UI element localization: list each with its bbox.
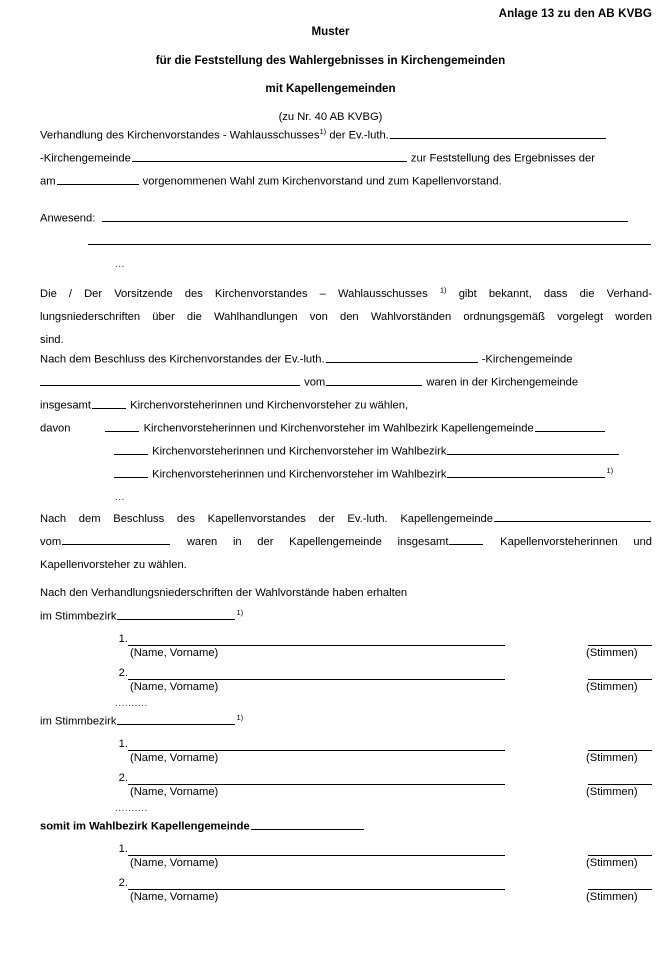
annex-reference: Anlage 13 zu den AB KVBG [498, 7, 652, 20]
fill-field-kapellen-total-count[interactable] [449, 534, 483, 545]
kv-davon-label: davon [40, 422, 71, 435]
fill-field-kv-davon-3[interactable] [114, 467, 148, 478]
fill-field-kv-davon-1[interactable] [105, 421, 139, 432]
title-subline-2: mit Kapellengemeinden [265, 82, 396, 96]
votes-caption: (Stimmen) [586, 647, 638, 659]
results-section-2 [40, 714, 652, 819]
intro-text-2a: -Kirchengemeinde [40, 152, 131, 165]
section-ellipsis-row [40, 805, 652, 819]
fill-field-kv-decision-date[interactable] [326, 375, 422, 386]
kv-decision-text-3b: Kirchenvorsteherinnen und Kirchenvorsteher zu wählen, [130, 399, 409, 412]
fill-field-kv-davon-2[interactable] [114, 444, 148, 455]
chair-statement-text-a: Die / Der Vorsitzende des Kirchenvorstandes – Wahlausschusses [40, 288, 428, 300]
title-subline-1: für die Feststellung des Wahlergebnisses in Kirchengemeinden [155, 53, 506, 67]
name-caption: (Name, Vorname) [130, 752, 219, 764]
results-section [40, 586, 652, 910]
kv-davon-row-3 [40, 467, 652, 490]
candidate-row [40, 666, 652, 700]
attendance-ellipsis-row [40, 257, 652, 272]
footnote-marker: 1) [606, 465, 614, 475]
kapellen-decision-line-2 [40, 531, 652, 554]
intro-line-2 [40, 151, 652, 174]
title-reference: (zu Nr. 40 AB KVBG) [278, 110, 383, 123]
name-caption: (Name, Vorname) [130, 857, 219, 869]
kv-davon-row-2 [40, 444, 652, 467]
chair-statement-paragraph [40, 283, 652, 352]
stimmbezirk-heading-2 [40, 714, 652, 737]
page-title: Muster [311, 25, 350, 38]
fill-field-kv-district-2[interactable] [447, 444, 619, 455]
chair-statement-line-2: lungsniederschriften über die Wahlhandlungen von den Wahlvorständen ordnungsgemäß vorgelegt worden [40, 311, 652, 323]
name-caption: (Name, Vorname) [130, 891, 219, 903]
fill-field-kv-district-3[interactable] [447, 467, 605, 478]
wahlbezirk-summary-heading [40, 819, 652, 842]
kv-decision-paragraph [40, 352, 652, 506]
intro-text-3b: vorgenommenen Wahl zum Kirchenvorstand und zum Kapellenvorstand. [142, 175, 502, 188]
intro-line-1 [40, 128, 652, 151]
stimmbezirk-heading-1 [40, 609, 652, 632]
intro-paragraph [40, 128, 652, 197]
kapellen-decision-line-1 [40, 508, 652, 531]
ellipsis-marker: ... [115, 492, 125, 503]
candidate-row [40, 771, 652, 805]
ellipsis-marker: ... [115, 259, 125, 270]
candidate-row [40, 632, 652, 666]
fill-field-kv-congregation[interactable] [40, 375, 300, 386]
fill-field-church-name[interactable] [390, 128, 606, 139]
fill-field-wahlbezirk-summary[interactable] [251, 819, 364, 830]
votes-caption: (Stimmen) [586, 786, 638, 798]
fill-field-kv-total-count[interactable] [92, 398, 126, 409]
kv-davon-text-3: Kirchenvorsteherinnen und Kirchenvorsteher im Wahlbezirk [152, 468, 447, 481]
intro-text-1b: der Ev.-luth. [329, 129, 389, 142]
candidate-number: 2. [118, 877, 128, 889]
kapellen-decision-paragraph [40, 508, 652, 577]
kv-ellipsis-row [40, 490, 652, 506]
footnote-marker: 1) [236, 712, 244, 722]
fill-field-kv-church-name[interactable] [326, 352, 478, 363]
intro-text-1a: Verhandlung des Kirchenvorstandes - Wahlausschusses [40, 129, 320, 142]
kv-decision-text-1b: -Kirchengemeinde [481, 353, 573, 366]
fill-field-kapellen-decision-date[interactable] [62, 534, 170, 545]
kv-davon-text-2: Kirchenvorsteherinnen und Kirchenvorsteher im Wahlbezirk [152, 445, 447, 458]
name-caption: (Name, Vorname) [130, 681, 219, 693]
kapellen-decision-text-2c: Kapellenvorsteherinnen und [500, 536, 653, 548]
chair-statement-text-b: gibt bekannt, dass die Verhand- [458, 288, 653, 300]
fill-field-kapellen-name[interactable] [494, 511, 651, 522]
results-intro: Nach den Verhandlungsniederschriften der Wahlvorstände haben erhalten [40, 587, 408, 599]
fill-field-congregation[interactable] [132, 151, 407, 162]
kv-decision-text-2b: waren in der Kirchengemeinde [426, 376, 579, 389]
chair-statement-line-1 [40, 283, 652, 306]
kapellen-decision-text-2b: waren in der Kapellengemeinde insgesamt [186, 536, 449, 548]
candidate-number: 1. [118, 843, 128, 855]
ellipsis-marker: .......... [115, 803, 148, 814]
fill-field-kv-district-kapellen[interactable] [535, 421, 605, 432]
kv-decision-line-3 [40, 398, 652, 421]
kv-decision-text-2a: vom [304, 376, 326, 389]
name-caption: (Name, Vorname) [130, 786, 219, 798]
kv-decision-line-1 [40, 352, 652, 375]
document-title-block [0, 24, 661, 125]
section-ellipsis-row [40, 700, 652, 714]
votes-caption: (Stimmen) [586, 857, 638, 869]
kapellen-decision-line-3: Kapellenvorsteher zu wählen. [40, 559, 187, 571]
candidate-number: 2. [118, 772, 128, 784]
candidate-row [40, 876, 652, 910]
intro-text-3a: am [40, 175, 56, 188]
kv-davon-row-1 [40, 421, 652, 444]
stimmbezirk-label-1: im Stimmbezirk [40, 610, 117, 623]
results-section-1 [40, 609, 652, 714]
footnote-marker: 1) [236, 607, 244, 617]
kv-decision-line-2 [40, 375, 652, 398]
wahlbezirk-summary-label: somit im Wahlbezirk Kapellengemeinde [40, 820, 250, 833]
fill-field-attendance-1[interactable] [102, 211, 628, 222]
attendance-line-2 [40, 234, 652, 257]
votes-caption: (Stimmen) [586, 681, 638, 693]
votes-caption: (Stimmen) [586, 891, 638, 903]
kv-davon-text-1: Kirchenvorsteherinnen und Kirchenvorsteher im Wahlbezirk Kapellengemeinde [143, 422, 534, 435]
footnote-marker: 1) [319, 126, 327, 136]
kv-decision-text-3a: insgesamt [40, 399, 91, 412]
candidate-number: 1. [118, 633, 128, 645]
candidate-number: 2. [118, 667, 128, 679]
ellipsis-marker: .......... [115, 698, 148, 709]
intro-text-2b: zur Feststellung des Ergebnisses der [410, 152, 595, 165]
fill-field-election-date[interactable] [57, 174, 139, 185]
attendance-label: Anwesend: [40, 212, 96, 225]
fill-field-stimmbezirk-1[interactable] [117, 609, 235, 620]
votes-caption: (Stimmen) [586, 752, 638, 764]
results-section-3 [40, 819, 652, 910]
intro-line-3 [40, 174, 652, 197]
stimmbezirk-label-2: im Stimmbezirk [40, 715, 117, 728]
candidate-number: 1. [118, 738, 128, 750]
candidate-row [40, 737, 652, 771]
kapellen-decision-text-2a: vom [40, 536, 62, 548]
candidate-row [40, 842, 652, 876]
fill-field-stimmbezirk-2[interactable] [117, 714, 235, 725]
fill-field-attendance-2[interactable] [88, 234, 651, 245]
footnote-marker: 1) [439, 285, 447, 295]
kv-decision-text-1a: Nach dem Beschluss des Kirchenvorstandes der Ev.-luth. [40, 353, 325, 366]
kapellen-decision-text-1a: Nach dem Beschluss des Kapellenvorstandes der Ev.-luth. Kapellengemeinde [40, 513, 493, 525]
name-caption: (Name, Vorname) [130, 647, 219, 659]
attendance-line-1 [40, 211, 652, 234]
chair-statement-line-3: sind. [40, 334, 64, 346]
attendance-section [40, 211, 652, 272]
